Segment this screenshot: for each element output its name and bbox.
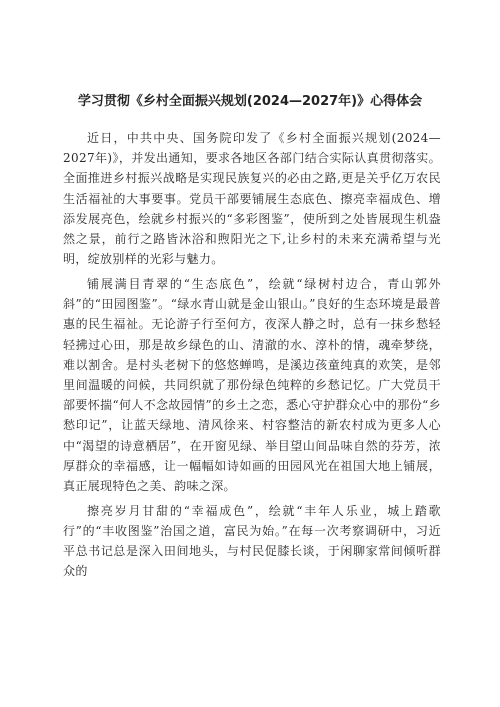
document-body [63, 128, 441, 586]
page-title: 学习贯彻《乡村全面振兴规划(2024—2027年)》心得体会 [77, 94, 423, 109]
paragraph-intro: 近日，中共中央、国务院印发了《乡村全面振兴规划(2024—2027年)》，并发出通知，要求各地区各部门结合实际认真贯彻落实。全面推进乡村振兴战略是实现民族复兴的必由之路,更是关乎亿万农民生活福祉的大事要事。党员干部要铺展生态底色、擦亮幸福成色、增添发展亮色，绘就乡村振兴的“多彩图鉴”，使所到之处皆展现生机盎然之景，前行之路皆沐浴和煦阳光之下,让乡村的未来充满希望与光明，绽放别样的光彩与魅力。 [63, 131, 441, 267]
paragraph-ecology: 铺展满目青翠的“生态底色”，绘就“绿树村边合，青山郭外斜”的“田园图鉴”。“绿水青山就是金山银山。”良好的生态环境是最普惠的民生福祉。无论游子行至何方，夜深人静之时，总有一抹乡愁轻轻拂过心田，那是故乡绿色的山、清澈的水、淳朴的情，魂牵梦绕，难以割舍。是村头老树下的悠悠蝉鸣，是溪边孩童纯真的欢笑，是邻里间温暖的问候，共同织就了那份绿色纯粹的乡愁记忆。广大党员干部要怀揣“何人不念故园情”的乡土之恋，悉心守护群众心中的那份“乡愁印记”，让蓝天绿地、清风徐来、村容整洁的新农村成为更多人心中“渴望的诗意栖居”，在开窗见绿、举目望山间品味自然的芬芳，浓厚群众的幸福感，让一幅幅如诗如画的田园风光在祖国大地上铺展，真正展现特色之美、韵味之深。 [63, 277, 441, 494]
paragraph-happiness: 擦亮岁月甘甜的“幸福成色”，绘就“丰年人乐业，城上踏歌行”的“丰收图鉴”治国之道，富民为始。”在每一次考察调研中，习近平总书记总是深入田间地头，与村民促膝长谈，于闲聊家常间倾听群众的 [63, 503, 441, 579]
